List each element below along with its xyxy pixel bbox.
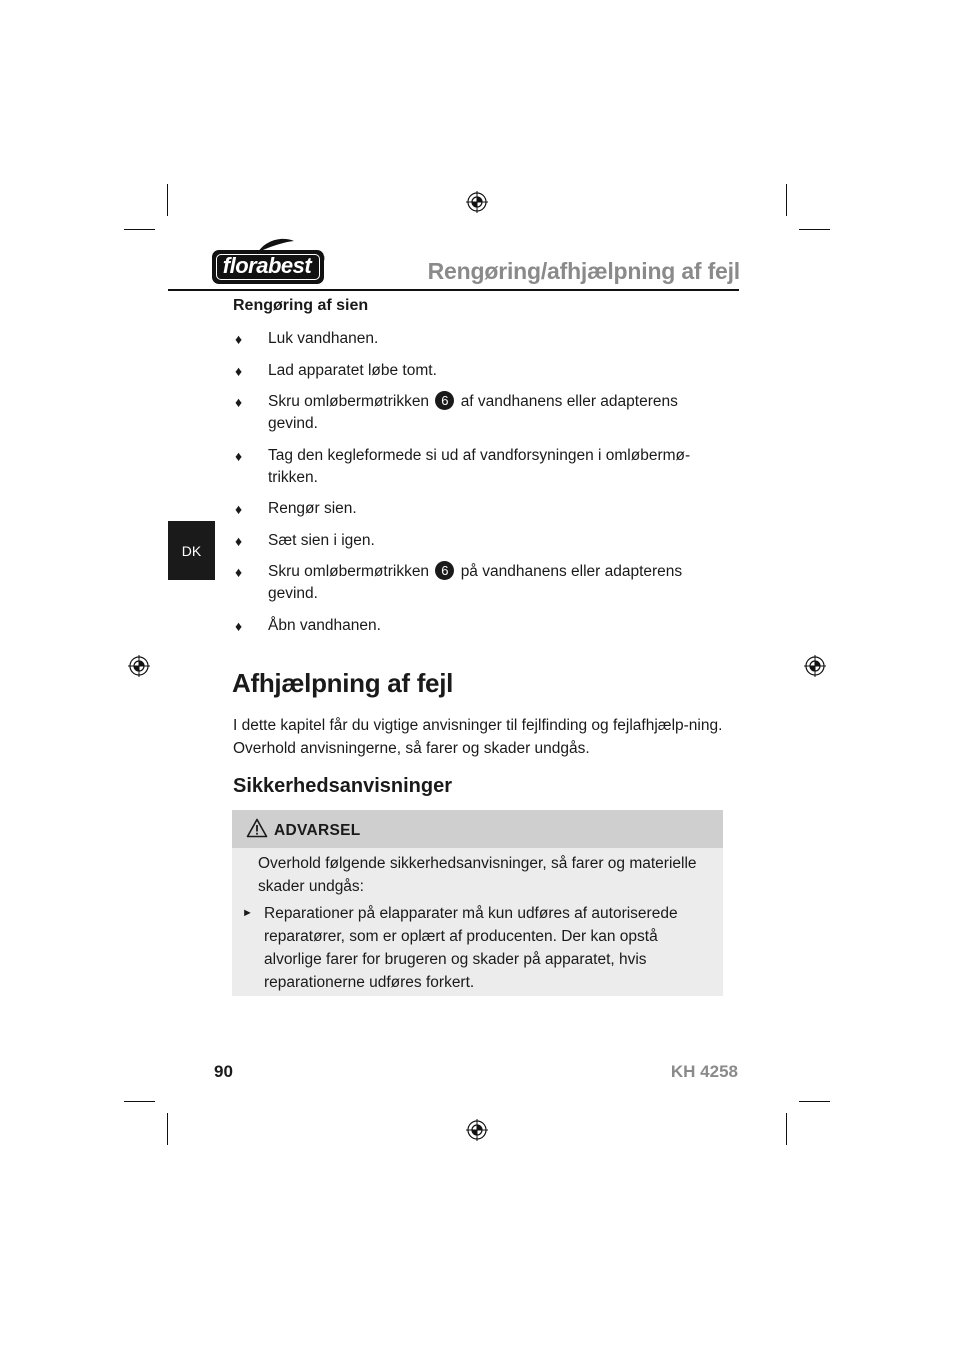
registration-mark-icon xyxy=(466,1119,488,1141)
diamond-bullet-icon: ♦ xyxy=(235,394,243,410)
arrow-bullet-icon: ► xyxy=(242,907,253,919)
step-text: Luk vandhanen. xyxy=(268,330,379,347)
registration-mark-icon xyxy=(128,655,150,677)
warning-label: ADVARSEL xyxy=(274,822,361,839)
cleaning-heading: Rengøring af sien xyxy=(233,297,369,314)
warning-item: Reparationer på elapparater må kun udføres af autoriserede reparatører, som er oplært af producenten. Der kan opstå alvorlige farer for brugeren og skader på apparatet, hvis reparationerne udføres forkert. xyxy=(264,905,678,991)
crop-mark xyxy=(167,184,168,216)
part-number-badge: 6 xyxy=(435,561,454,580)
warning-header xyxy=(232,810,723,848)
diamond-bullet-icon: ♦ xyxy=(235,533,243,549)
crop-mark xyxy=(799,229,830,230)
header-divider xyxy=(168,289,739,291)
diamond-bullet-icon: ♦ xyxy=(235,501,243,517)
crop-mark xyxy=(167,1113,168,1145)
logo-registered-mark: ® xyxy=(319,256,325,263)
page-header-title: Rengøring/afhjælpning af fejl xyxy=(427,258,740,284)
safety-heading: Sikkerhedsanvisninger xyxy=(233,775,452,797)
section-title: Afhjælpning af fejl xyxy=(232,668,454,698)
florabest-logo xyxy=(212,240,324,284)
warning-text: Overhold følgende sikkerhedsanvisninger, så farer og materielle skader undgås: xyxy=(258,855,697,895)
part-number-badge: 6 xyxy=(435,391,454,410)
crop-mark xyxy=(124,1101,155,1102)
registration-mark-icon xyxy=(466,191,488,213)
registration-mark-icon xyxy=(804,655,826,677)
page-number: 90 xyxy=(214,1062,233,1081)
step-text: Rengør sien. xyxy=(268,500,357,517)
step-text: Skru omløbermøtrikken 6 på vandhanens eller adapterens gevind. xyxy=(268,563,683,602)
model-number: KH 4258 xyxy=(670,1062,738,1081)
crop-mark xyxy=(799,1101,830,1102)
step-text: Sæt sien i igen. xyxy=(268,532,375,549)
crop-mark xyxy=(786,184,787,216)
diamond-bullet-icon: ♦ xyxy=(235,448,243,464)
language-tab: DK xyxy=(168,521,215,580)
step-text: Åbn vandhanen. xyxy=(268,617,381,634)
crop-mark xyxy=(786,1113,787,1145)
diamond-bullet-icon: ♦ xyxy=(235,564,243,580)
crop-mark xyxy=(124,229,155,230)
step-text: Tag den kegleformede si ud af vandforsyningen i omløbermø-trikken. xyxy=(268,447,691,486)
logo-text: florabest xyxy=(222,253,312,278)
step-text: Skru omløbermøtrikken 6 af vandhanens eller adapterens gevind. xyxy=(268,393,678,432)
diamond-bullet-icon: ♦ xyxy=(235,618,243,634)
intro-paragraph: I dette kapitel får du vigtige anvisninger til fejlfinding og fejlafhjælp-ning. Overhold anvisningerne, så farer og skader undgås. xyxy=(233,717,723,757)
warning-box xyxy=(232,810,723,996)
diamond-bullet-icon: ♦ xyxy=(235,331,243,347)
diamond-bullet-icon: ♦ xyxy=(235,363,243,379)
step-text: Lad apparatet løbe tomt. xyxy=(268,362,437,379)
warning-triangle-icon xyxy=(246,818,268,838)
